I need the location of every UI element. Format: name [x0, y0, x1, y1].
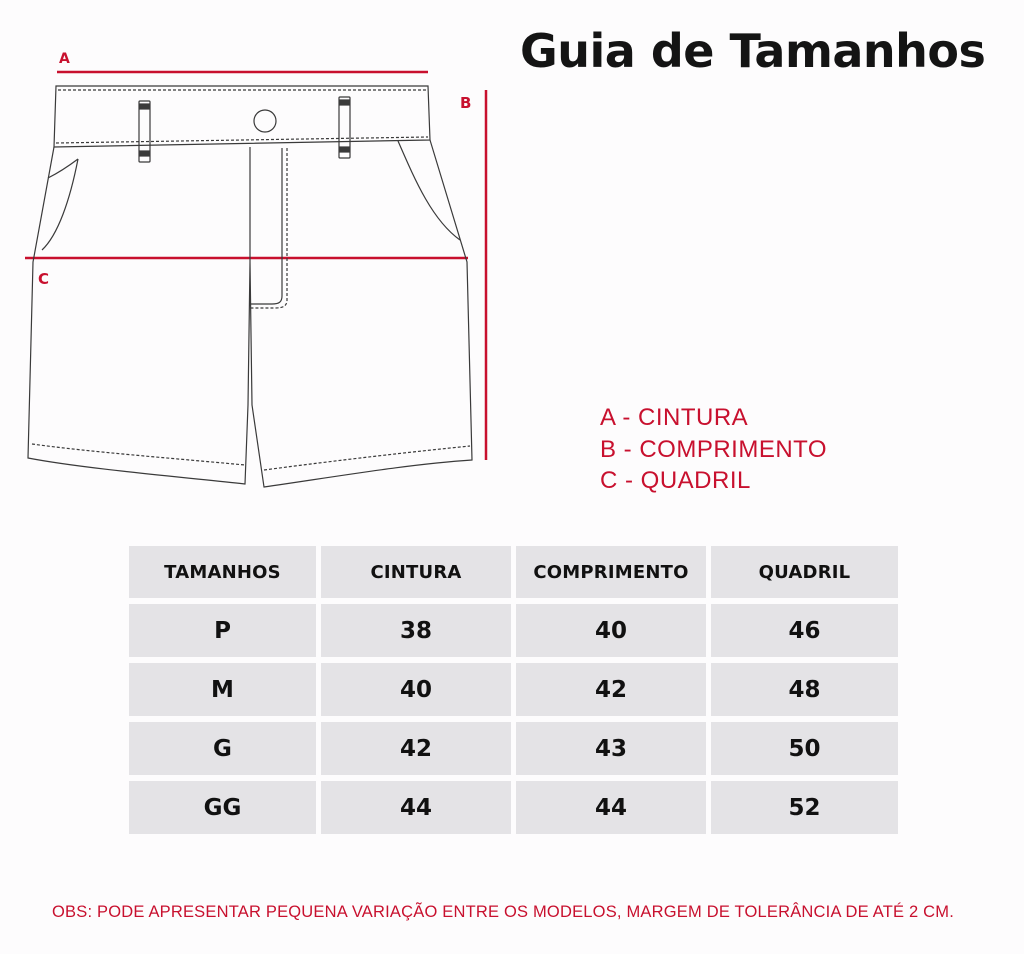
size-cell: GG [129, 781, 316, 834]
quadril-cell: 52 [711, 781, 898, 834]
comprimento-cell: 40 [516, 604, 706, 657]
header-tamanhos: TAMANHOS [129, 546, 316, 598]
size-cell: M [129, 663, 316, 716]
size-cell: G [129, 722, 316, 775]
measurement-a [57, 51, 428, 72]
legend-item-cintura: A - CINTURA [600, 404, 749, 431]
header-quadril: QUADRIL [711, 546, 898, 598]
marker-c-label: C [38, 270, 50, 288]
table-row [129, 663, 898, 716]
shorts-diagram [0, 0, 520, 500]
quadril-cell: 48 [711, 663, 898, 716]
comprimento-cell: 44 [516, 781, 706, 834]
marker-a-label: A [59, 51, 70, 67]
table-row [129, 604, 898, 657]
comprimento-cell: 43 [516, 722, 706, 775]
table-row [129, 722, 898, 775]
measurement-legend [600, 402, 827, 497]
quadril-cell: 50 [711, 722, 898, 775]
table-header-row [129, 546, 898, 598]
cintura-cell: 38 [321, 604, 511, 657]
legend-item-quadril: C - QUADRIL [600, 467, 751, 494]
legend-item-comprimento: B - COMPRIMENTO [600, 435, 828, 463]
table-row [129, 781, 898, 834]
size-cell: P [129, 604, 316, 657]
header-cintura: CINTURA [321, 546, 511, 598]
marker-b-label: B [460, 94, 472, 112]
size-table [124, 540, 903, 840]
cintura-cell: 44 [321, 781, 511, 834]
quadril-cell: 46 [711, 604, 898, 657]
header-comprimento: COMPRIMENTO [516, 546, 706, 598]
cintura-cell: 42 [321, 722, 511, 775]
page-title: Guia de Tamanhos [520, 24, 986, 78]
measurement-c [25, 258, 468, 288]
cintura-cell: 40 [321, 663, 511, 716]
measurement-b [460, 90, 486, 460]
shorts-outline [28, 86, 472, 487]
comprimento-cell: 42 [516, 663, 706, 716]
tolerance-note: OBS: PODE APRESENTAR PEQUENA VARIAÇÃO ENTRE OS MODELOS, MARGEM DE TOLERÂNCIA DE ATÉ 2 CM. [52, 903, 954, 921]
